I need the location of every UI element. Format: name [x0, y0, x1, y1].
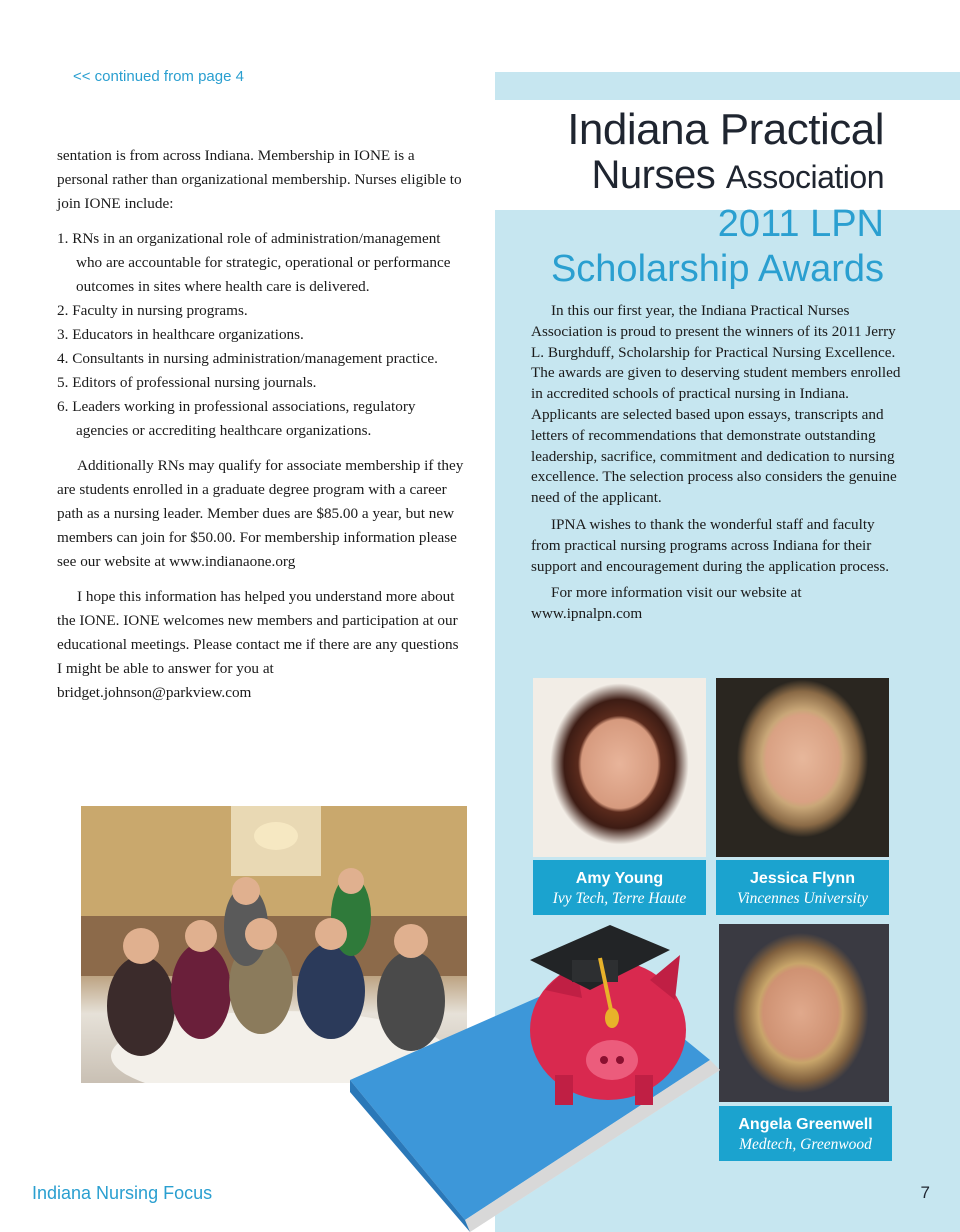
winner-name: Jessica Flynn — [750, 870, 855, 887]
scholarship-subtitle-line1: 2011 LPN — [717, 203, 884, 245]
article-paragraph: In this our first year, the Indiana Practical Nurses Association is proud to present the winners of its 2011 Jerry L. Burghduff, Scholarship for Practical Nursing Excellence. The awards are given to deserving student members enrolled in accredited schools of practical nursing in Indiana. Applicants are selected based upon essays, transcripts and letters of recommendations that demonstrate outstanding leadership, sacrifice, commitment and dedication to nursing excellence. The selection process also considers the genuine need of the applicant. — [531, 302, 901, 507]
publication-name: Indiana Nursing Focus — [32, 1183, 213, 1203]
list-item: 6. Leaders working in professional associations, regulatory agencies or accrediting healthcare organizations. — [57, 398, 416, 439]
continued-from-label: << continued from page 4 — [73, 68, 244, 85]
article-paragraph: Additionally RNs may qualify for associate membership if they are students enrolled in a graduate degree program with a career path as a nursing leader. Member dues are $85.00 a year, but new members can join for $50.00. For membership information please see our website at www.indianaone.org — [57, 457, 464, 570]
list-item: 5. Editors of professional nursing journals. — [57, 374, 317, 391]
winner-photo-jessica — [716, 678, 889, 857]
scholarship-subtitle-line2: Scholarship Awards — [550, 248, 884, 290]
winner-photo-amy — [533, 678, 706, 857]
title-association: Association — [725, 159, 884, 195]
subtitle-notch — [495, 210, 695, 232]
title-nurses: Nurses — [591, 153, 716, 197]
piggy-bank-book-illustration — [350, 920, 720, 1232]
association-title-line2 — [592, 153, 884, 199]
winner-school: Ivy Tech, Terre Haute — [552, 890, 687, 907]
winner-school: Medtech, Greenwood — [739, 1136, 872, 1153]
winner-photo-angela — [719, 924, 889, 1102]
list-item: 3. Educators in healthcare organizations. — [57, 326, 304, 343]
winner-name: Amy Young — [575, 870, 664, 887]
winner-school: Vincennes University — [737, 890, 868, 907]
page-number: 7 — [920, 1183, 930, 1202]
scholarship-article — [531, 301, 901, 631]
article-paragraph: IPNA wishes to thank the wonderful staff and faculty from practical nursing programs across Indiana for their support and encouragement during the application process. — [531, 515, 890, 575]
winner-caption-jessica — [716, 860, 889, 915]
association-title-line1: Indiana Practical — [567, 105, 884, 154]
winner-caption-amy — [533, 860, 706, 915]
list-item: 2. Faculty in nursing programs. — [57, 302, 248, 319]
winner-name: Angela Greenwell — [738, 1116, 873, 1133]
left-article-column — [57, 144, 467, 716]
article-paragraph: For more information visit our website at www.ipnalpn.com — [531, 584, 802, 623]
winner-caption-angela — [719, 1106, 892, 1161]
eligibility-list — [57, 227, 467, 443]
article-paragraph: sentation is from across Indiana. Membership in IONE is a personal rather than organizational membership. Nurses eligible to join IONE include: — [57, 147, 462, 212]
list-item: 4. Consultants in nursing administration/management practice. — [57, 350, 438, 367]
article-paragraph: I hope this information has helped you understand more about the IONE. IONE welcomes new members and participation at our educational meetings. Please contact me if there are any questions I might be able to answer for you at bridget.johnson@parkview.com — [57, 588, 459, 701]
list-item: 1. RNs in an organizational role of administration/management who are accountable for strategic, operational or performance outcomes in sites where health care is delivered. — [57, 230, 451, 295]
